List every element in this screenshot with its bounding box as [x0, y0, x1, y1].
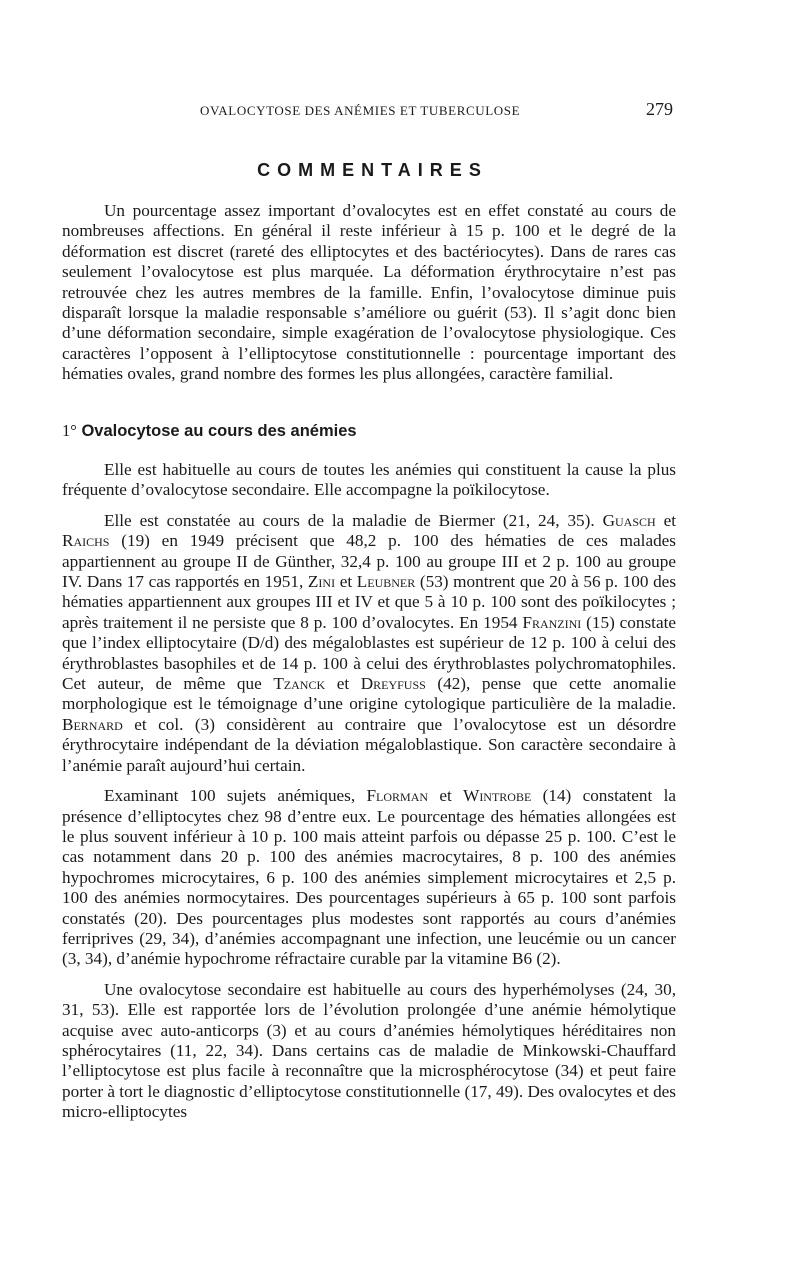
text-run: (42), pense que cette anomalie morphologique est le témoignage d’une origine cytologique particulière de la maladie. [62, 674, 676, 714]
subsection-title: Ovalocytose au cours des anémies [81, 422, 357, 440]
author-name: Tzanck [273, 674, 326, 694]
author-name: Raichs [62, 531, 110, 551]
paragraph-2 [62, 511, 676, 776]
intro-block [62, 201, 676, 385]
paragraph-1: Elle est habituelle au cours de toutes les anémies qui constituent la cause la plus fréquente d’ovalocytose secondaire. Elle accompagne la poïkilocytose. [62, 460, 676, 500]
text-run: (19) en 1949 précisent que 48,2 p. 100 des hématies de ces malades appartiennent au groupe II de Günther, 32,4 p. 100 au groupe III et 2 p. 100 au groupe IV. Dans 17 cas rapportés en 1951, [62, 531, 676, 592]
author-name: Zini [307, 572, 336, 592]
author-name: Dreyfuss [360, 674, 426, 694]
text-run: (14) constatent la présence d’elliptocytes chez 98 d’entre eux. Le pourcentage des hématies allongées est le plus souvent inférieur à 10 p. 100 mais atteint parfois ou dépasse 25 p. 100. C’est le cas notamment dans 20 p. 100 des anémies macrocytaires, 8 p. 100 des anémies hypochromes microcytaires, 6 p. 100 des anémies simplement microcytaires et 2,5 p. 100 des anémies normocytaires. Des pourcentages supérieurs à 65 p. 100 sont parfois constatés (20). Des pourcentages plus modestes sont rapportés au cours d’anémies ferriprives (29, 34), d’anémies accompagnant une infection, une leucémie ou un cancer (3, 34), d’anémie hypochrome réfractaire curable par la vitamine B6 (2). [62, 786, 676, 969]
text-run: Examinant 100 sujets anémiques, [104, 786, 367, 806]
text-run: et [655, 510, 677, 530]
author-name: Guasch [602, 510, 656, 530]
author-name: Wintrobe [463, 786, 532, 806]
text-run: (53) montrent que 20 à 56 p. 100 des hématies appartiennent aux groupes III et IV et que 5 à 10 p. 100 sont des poïkilocytes ; après traitement il ne persiste que 8 p. 100 d’ovalocytes. En 1954 [62, 572, 677, 632]
author-name: Leubner [356, 572, 416, 592]
section-title: COMMENTAIRES [257, 160, 488, 180]
text-run: Elle est constatée au cours de la maladie de Biermer (21, 24, 35). [104, 510, 603, 530]
text-run: et [325, 674, 361, 694]
subsection-number: 1° [62, 421, 77, 440]
paragraph-4: Une ovalocytose secondaire est habituelle au cours des hyperhémolyses (24, 30, 31, 53). Elle est rapportée lors de l’évolution prolongée d’une anémie hémolytique acquise avec auto-anticorps (3) et au cours d’anémies hémolytiques héréditaires non sphérocytaires (11, 22, 34). Dans certains cas de maladie de Minkowski-Chauffard l’elliptocytose est plus facile à reconnaître que la microsphérocytose (34) et peut faire porter à tort le diagnostic d’elliptocytose constitutionnelle (17, 49). Des ovalocytes et des micro-elliptocytes [62, 979, 676, 1122]
author-name: Florman [366, 786, 429, 806]
paragraph-3 [62, 786, 676, 970]
author-name: Bernard [62, 714, 123, 734]
author-name: Franzini [522, 612, 582, 632]
page-number: 279 [646, 99, 673, 119]
text-run: (15) constate que l’index elliptocytaire (D/d) des mégaloblastes est supérieur de 12 p. 100 à celui des érythroblastes basophiles et de 14 p. 100 à celui des érythroblastes polychromatophiles. Cet auteur, de même que [62, 612, 676, 694]
text-run: et [428, 786, 464, 806]
anemies-section-body [62, 460, 676, 1133]
intro-paragraph: Un pourcentage assez important d’ovalocytes est en effet constaté au cours de nombreuses affections. En général il reste inférieur à 15 p. 100 et le degré de la déformation est discret (rareté des elliptocytes et des bactériocytes). Dans de rares cas seulement l’ovalocytose est plus marquée. La déformation érythrocytaire n’est pas retrouvée chez les autres membres de la famille. Enfin, l’ovalocytose diminue puis disparaît lorsque la maladie responsable s’améliore ou guérit (53). Il s’agit donc bien d’une déformation secondaire, simple exagération de l’ovalocytose physiologique. Ces caractères l’opposent à l’elliptocytose constitutionnelle : pourcentage important des hématies ovales, grand nombre des formes les plus allongées, caractère familial. [62, 201, 676, 384]
running-head: OVALOCYTOSE DES ANÉMIES ET TUBERCULOSE [200, 103, 521, 118]
text-run: et col. (3) considèrent au contraire que l’ovalocytose est un désordre érythrocytaire indépendant de la déviation mégaloblastique. Son caractère secondaire à l’anémie paraît aujourd’hui certain. [62, 714, 676, 775]
subsection-heading [62, 421, 357, 441]
text-run: et [335, 572, 357, 592]
